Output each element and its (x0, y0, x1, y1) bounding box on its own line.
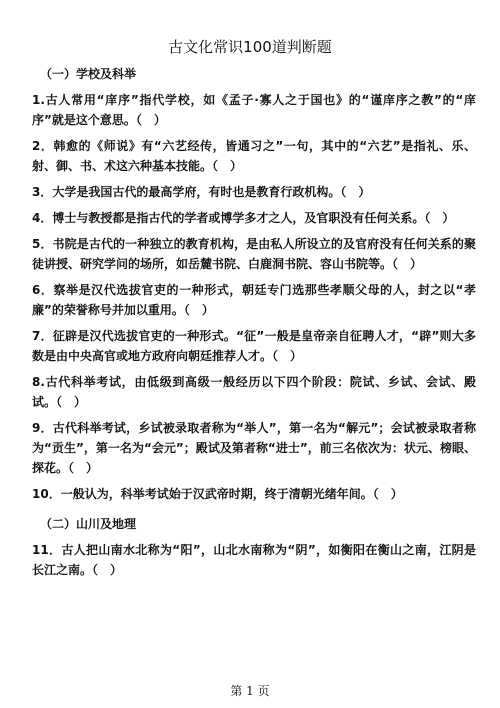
document-title: 古文化常识100道判断题 (168, 38, 332, 56)
question-8: 8.古代科举考试，由低级到高级一般经历以下四个阶段：院试、乡试、会试、殿试。（ ） (32, 375, 476, 409)
question-10: 10．一般认为，科举考试始于汉武帝时期，终于清朝光绪年间。（ ） (32, 487, 403, 501)
question-4: 4．博士与教授都是指古代的学者或博学多才之人，及官职没有任何关系。（ ） (32, 211, 455, 225)
section-heading-geography: （二）山川及地理 (40, 517, 137, 531)
section-heading-schools: （一）学校及科举 (40, 67, 137, 81)
question-11: 11．古人把山南水北称为“阳”，山北水南称为“阴”，如衡阳在衡山之南，江阴是长江之南。（ ） (32, 543, 476, 577)
question-3: 3．大学是我国古代的最高学府，有时也是教育行政机构。（ ） (32, 185, 371, 199)
question-1: 1.古人常用“庠序”指代学校，如《孟子·寡人之于国也》的“谨庠序之教”的“庠序”就是这个意思。（ ） (32, 93, 476, 127)
page-number: 第 1 页 (230, 684, 270, 698)
question-2: 2．韩愈的《师说》有“六艺经传，皆通习之”一句，其中的“六艺”是指礼、乐、射、御、书、术这六种基本技能。（ ） (32, 139, 476, 173)
question-7: 7．征辟是汉代选拔官吏的一种形式。“征”一般是皇帝亲自征聘人才，“辟”则大多数是由中央高官或地方政府向朝廷推荐人才。（ ） (32, 329, 476, 363)
document-body (32, 60, 476, 586)
question-6: 6．察举是汉代选拔官吏的一种形式，朝廷专门选那些孝顺父母的人，封之以“孝廉”的荣誉称号并加以重用。（ ） (32, 283, 476, 317)
question-5: 5．书院是古代的一种独立的教育机构，是由私人所设立的及官府没有任何关系的聚徒讲授、研究学问的场所，如岳麓书院、白鹿洞书院、容山书院等。（ ） (32, 237, 476, 271)
question-9: 9．古代科举考试，乡试被录取者称为“举人”，第一名为“解元”；会试被录取者称为“贡生”，第一名为“会元”；殿试及第者称“进士”，前三名依次为：状元、榜眼、探花。（ ） (32, 421, 476, 475)
